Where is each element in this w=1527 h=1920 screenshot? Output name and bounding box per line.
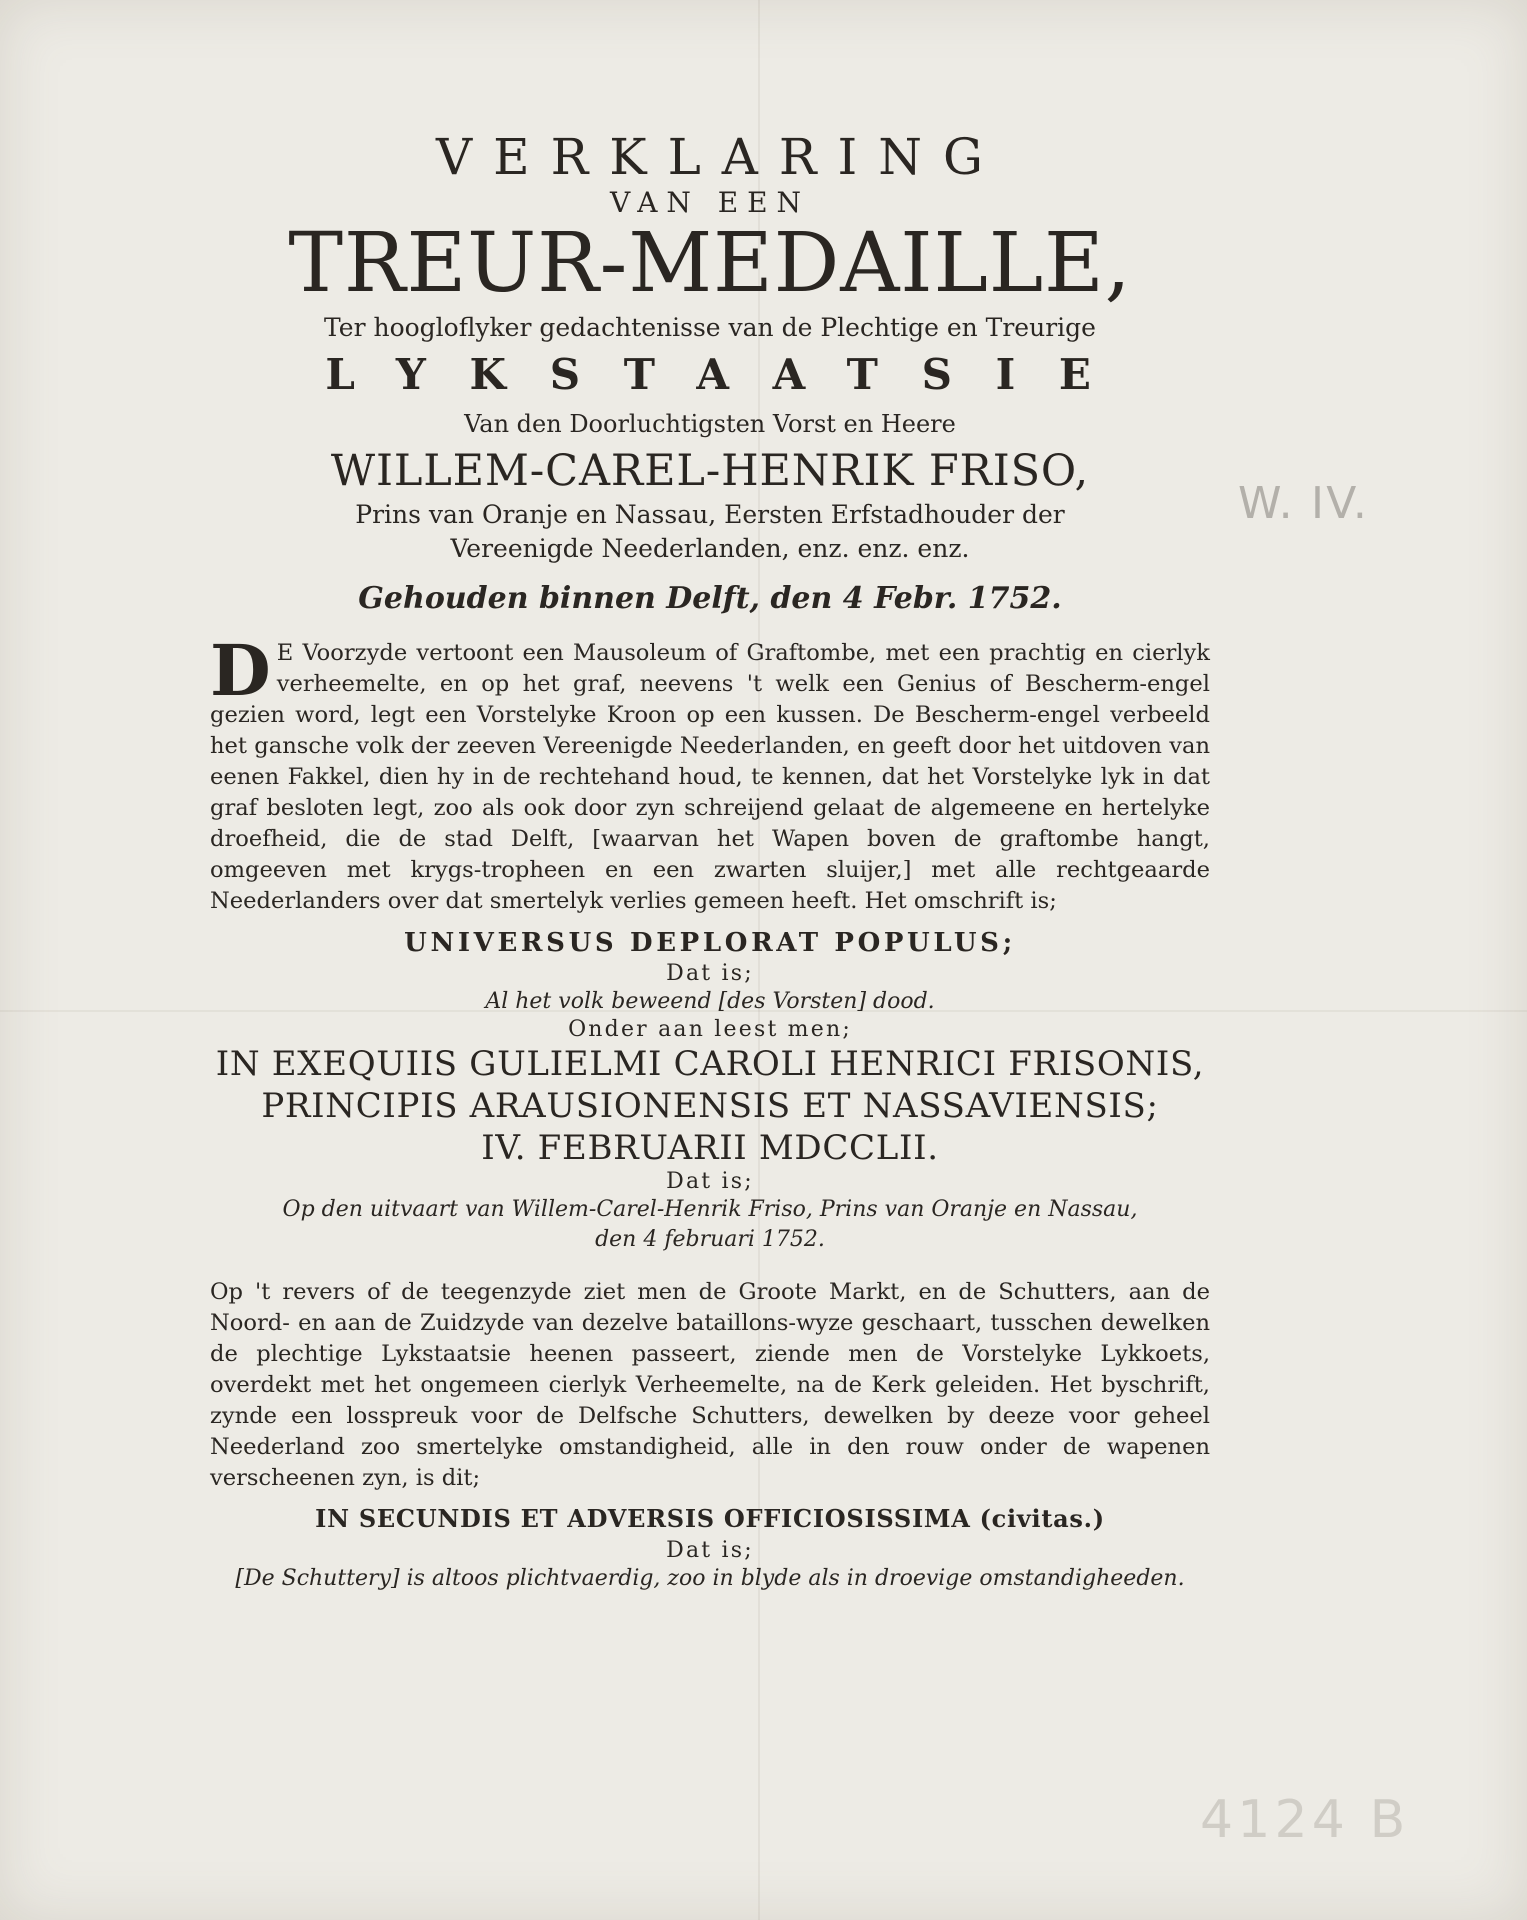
translation-2-line1: Op den uitvaart van Willem-Carel-Henrik Friso, Prins van Oranje en Nassau, bbox=[282, 1197, 1138, 1222]
inscription-latin-2-line2: PRINCIPIS ARAUSIONENSIS ET NASSAVIENSIS; bbox=[261, 1086, 1159, 1126]
dat-is-1: Dat is; bbox=[666, 961, 754, 986]
paragraph-obverse bbox=[210, 629, 1210, 917]
heading-lykstaatsie: LYKSTAATSIE bbox=[325, 350, 1135, 399]
heading-van-een: VAN EEN bbox=[609, 186, 811, 219]
subtitle-titles-2: Vereenigde Neederlanden, enz. enz. enz. bbox=[450, 534, 970, 563]
heading-verklaring: VERKLARING bbox=[435, 128, 1004, 186]
dat-is-2: Dat is; bbox=[666, 1169, 754, 1194]
margin-annotation: W. IV. bbox=[1238, 478, 1370, 529]
dat-is-3: Dat is; bbox=[666, 1538, 754, 1563]
inscription-latin-1: UNIVERSUS DEPLORAT POPULUS; bbox=[404, 928, 1016, 958]
translation-1: Al het volk beweend [des Vorsten] dood. bbox=[485, 989, 935, 1014]
subtitle-vorst: Van den Doorluchtigsten Vorst en Heere bbox=[464, 410, 956, 438]
translation-3: [De Schuttery] is altoos plichtvaerdig, zoo in blyde als in droevige omstandigheeden. bbox=[235, 1566, 1185, 1591]
paragraph-reverse: Op 't revers of de teegenzyde ziet men de Groote Markt, en de Schutters, aan de Noord- en aan de Zuidzyde van dezelve bataillons-wyze geschaart, tusschen dewelken de plechtige Lykstaatsie heenen passeert, ziende men de Vorstelyke Lykkoets, overdekt met het ongemeen cierlyk Verheemelte, na de Kerk geleiden. Het byschrift, zynde een losspreuk voor de Delfsche Schutters, dewelken by deeze voor geheel Neederland zoo smertelyke omstandigheid, alle in den rouw onder de wapenen verscheenen zyn, is dit; bbox=[210, 1279, 1210, 1491]
inscription-latin-2-line1: IN EXEQUIIS GULIELMI CAROLI HENRICI FRISONIS, bbox=[215, 1044, 1205, 1084]
catalog-number: 4124 B bbox=[1200, 1790, 1410, 1850]
drop-cap: D bbox=[210, 629, 271, 712]
document-text bbox=[210, 128, 1210, 1594]
subtitle-gedachtenisse: Ter hoogloflyker gedachtenisse van de Plechtige en Treurige bbox=[324, 313, 1096, 342]
subtitle-titles-1: Prins van Oranje en Nassau, Eersten Erfstadhouder der bbox=[355, 500, 1065, 529]
translation-2-line2: den 4 februari 1752. bbox=[595, 1227, 825, 1252]
inscription-latin-3: IN SECUNDIS ET ADVERSIS OFFICIOSISSIMA (civitas.) bbox=[315, 1504, 1105, 1533]
heading-prince-name: WILLEM-CAREL-HENRIK FRISO, bbox=[330, 446, 1090, 496]
heading-treur-medaille: TREUR-MEDAILLE, bbox=[288, 216, 1132, 311]
inscription-latin-2-line3: IV. FEBRUARII MDCCLII. bbox=[481, 1128, 939, 1168]
paragraph-obverse-text: E Voorzyde vertoont een Mausoleum of Graftombe, met een prachtig en cierlyk verheemelte, en op het graf, neevens 't welk een Genius of Bescherm-engel gezien word, legt een Vorstelyke Kroon op een kussen. De Bescherm-engel verbeeld het gansche volk der zeeven Vereenigde Neederlanden, en geeft door het uitdoven van eenen Fakkel, dien hy in de rechtehand houd, te kennen, dat het Vorstelyke lyk in dat graf besloten legt, zoo als ook door zyn schreijend gelaat de algemeene en hertelyke droefheid, die de stad Delft, [waarvan het Wapen boven de graftombe hangt, omgeeven met krygs-tropheen en een zwarten sluijer,] met alle rechtgeaarde Neederlanders over dat smertelyk verlies gemeen heeft. Het omschrift is; bbox=[210, 640, 1210, 914]
onder-aan: Onder aan leest men; bbox=[568, 1017, 852, 1042]
subtitle-date-place: Gehouden binnen Delft, den 4 Febr. 1752. bbox=[358, 581, 1062, 616]
